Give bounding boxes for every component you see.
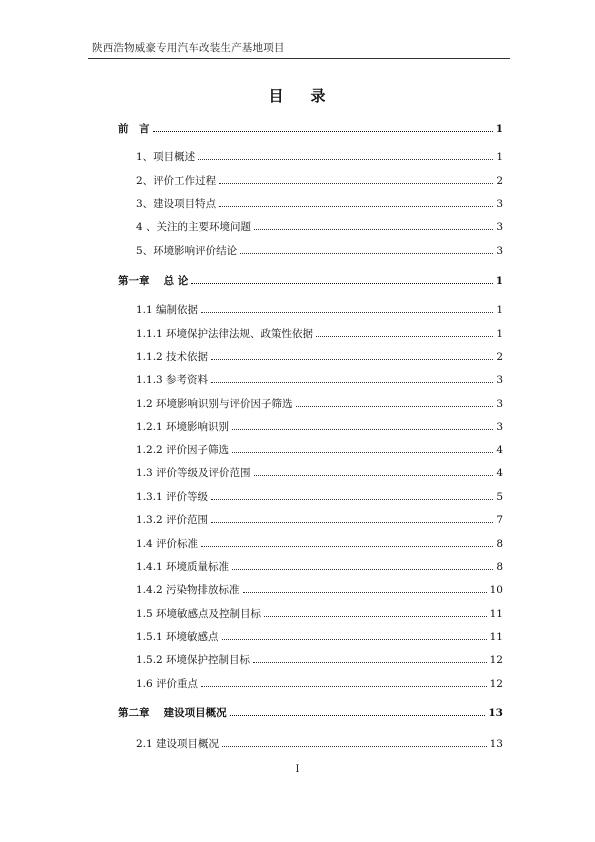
toc-entry-label: 1.1.2 技术依据 — [136, 351, 209, 363]
toc-entry-label: 前 言 — [118, 123, 150, 135]
toc-dot-leader — [232, 420, 493, 430]
toc-entry-label: 1.3.2 评价范围 — [136, 514, 209, 526]
toc-entry-label: 1.1.3 参考资料 — [136, 374, 209, 386]
toc-entry-page-number: 13 — [489, 738, 503, 750]
toc-entry-page-number: 4 — [496, 467, 503, 479]
toc-entry-label: 1、项目概述 — [136, 151, 196, 163]
toc-section-entry[interactable] — [136, 327, 503, 341]
toc-title-char-2: 录 — [310, 87, 327, 105]
toc-section-entry[interactable] — [136, 443, 503, 457]
toc-dot-leader — [201, 677, 487, 687]
toc-entry-page-number: 11 — [489, 608, 503, 620]
toc-entry-label: 1.3 评价等级及评价范围 — [136, 467, 251, 479]
toc-section-entry[interactable] — [136, 653, 503, 667]
toc-entry-page-number: 2 — [496, 175, 503, 187]
toc-entry-page-number: 4 — [496, 444, 503, 456]
toc-entry-page-number: 3 — [496, 198, 503, 210]
toc-dot-leader — [219, 197, 493, 207]
toc-section-entry[interactable] — [136, 537, 503, 551]
toc-section-entry[interactable] — [136, 737, 503, 751]
toc-entry-label: 1.2 环境影响识别与评价因子筛选 — [136, 398, 293, 410]
toc-section-entry[interactable] — [136, 150, 503, 164]
toc-dot-leader — [211, 373, 493, 383]
toc-entry-label: 1.6 评价重点 — [136, 678, 199, 690]
toc-entry-page-number: 12 — [489, 654, 503, 666]
toc-dot-leader — [264, 607, 487, 617]
toc-dot-leader — [201, 303, 493, 313]
toc-entry-label: 2、评价工作过程 — [136, 175, 217, 187]
toc-entry-label: 1.5 环境敏感点及控制目标 — [136, 608, 262, 620]
toc-entry-page-number: 2 — [496, 351, 503, 363]
toc-entry-label: 3、建设项目特点 — [136, 198, 217, 210]
toc-section-entry[interactable] — [136, 220, 503, 234]
toc-dot-leader — [254, 220, 493, 230]
toc-entry-page-number: 1 — [495, 123, 503, 135]
toc-entry-label: 第一章 总 论 — [118, 275, 189, 287]
toc-dot-leader — [211, 490, 493, 500]
toc-dot-leader — [253, 653, 487, 663]
toc-entry-page-number: 1 — [496, 304, 503, 316]
toc-section-entry[interactable] — [136, 677, 503, 691]
toc-entry-label: 1.4.2 污染物排放标准 — [136, 584, 240, 596]
toc-entry-page-number: 5 — [496, 491, 503, 503]
toc-section-entry[interactable] — [136, 583, 503, 597]
toc-entry-page-number: 13 — [488, 707, 503, 719]
toc-section-entry[interactable] — [136, 303, 503, 317]
toc-section-entry[interactable] — [136, 197, 503, 211]
toc-dot-leader — [222, 737, 487, 747]
toc-entry-label: 1.5.2 环境保护控制目标 — [136, 654, 251, 666]
toc-entry-label: 1.4.1 环境质量标准 — [136, 561, 230, 573]
toc-dot-leader — [254, 466, 494, 476]
toc-entry-page-number: 8 — [496, 561, 503, 573]
toc-dot-leader — [222, 630, 487, 640]
toc-entry-page-number: 1 — [496, 151, 503, 163]
toc-entry-page-number: 3 — [496, 421, 503, 433]
toc-entry-label: 1.5.1 环境敏感点 — [136, 631, 219, 643]
toc-section-entry[interactable] — [136, 607, 503, 621]
toc-entry-label: 1.1.1 环境保护法律法规、政策性依据 — [136, 328, 314, 340]
page-number: I — [295, 764, 300, 775]
toc-dot-leader — [153, 122, 493, 132]
toc-entry-page-number: 3 — [496, 374, 503, 386]
toc-section-entry[interactable] — [136, 490, 503, 504]
toc-entry-page-number: 11 — [489, 631, 503, 643]
toc-entry-page-number: 12 — [489, 678, 503, 690]
toc-title-char-1: 目 — [268, 87, 285, 105]
toc-section-entry[interactable] — [136, 513, 503, 527]
toc-section-entry[interactable] — [136, 466, 503, 480]
toc-section-entry[interactable] — [136, 373, 503, 387]
toc-chapter-entry[interactable] — [118, 706, 503, 720]
toc-chapter-entry[interactable] — [118, 274, 503, 288]
toc-section-entry[interactable] — [136, 244, 503, 258]
toc-entry-page-number: 10 — [489, 584, 503, 596]
toc-dot-leader — [211, 513, 493, 523]
toc-entry-page-number: 3 — [496, 245, 503, 257]
toc-dot-leader — [296, 397, 494, 407]
toc-dot-leader — [191, 274, 492, 284]
toc-dot-leader — [230, 706, 486, 716]
toc-title — [0, 85, 595, 106]
toc-entry-label: 1.4 评价标准 — [136, 538, 199, 550]
toc-entry-page-number: 1 — [496, 328, 503, 340]
toc-entry-label: 1.1 编制依据 — [136, 304, 199, 316]
toc-dot-leader — [232, 443, 493, 453]
toc-entry-label: 5、环境影响评价结论 — [136, 245, 238, 257]
running-header: 陕西浩物威豪专用汽车改装生产基地项目 — [92, 42, 285, 54]
toc-dot-leader — [198, 150, 493, 160]
toc-entry-label: 2.1 建设项目概况 — [136, 738, 220, 750]
toc-entry-page-number: 8 — [496, 538, 503, 550]
toc-chapter-entry[interactable] — [118, 122, 503, 136]
toc-section-entry[interactable] — [136, 397, 503, 411]
toc-entry-page-number: 1 — [495, 275, 503, 287]
toc-section-entry[interactable] — [136, 420, 503, 434]
toc-dot-leader — [219, 174, 493, 184]
toc-entry-label: 4 、关注的主要环境问题 — [136, 221, 252, 233]
toc-entry-label: 1.2.2 评价因子筛选 — [136, 444, 230, 456]
toc-dot-leader — [232, 560, 493, 570]
toc-dot-leader — [211, 350, 493, 360]
toc-entry-label: 第二章 建设项目概况 — [118, 707, 227, 719]
toc-dot-leader — [201, 537, 493, 547]
toc-dot-leader — [243, 583, 487, 593]
toc-section-entry[interactable] — [136, 630, 503, 644]
toc-entry-label: 1.3.1 评价等级 — [136, 491, 209, 503]
toc-entry-page-number: 3 — [496, 398, 503, 410]
toc-section-entry[interactable] — [136, 350, 503, 364]
header-rule — [88, 58, 510, 59]
toc-entry-page-number: 7 — [496, 514, 503, 526]
toc-section-entry[interactable] — [136, 174, 503, 188]
toc-dot-leader — [240, 244, 493, 254]
toc-entry-page-number: 3 — [496, 221, 503, 233]
toc-entry-label: 1.2.1 环境影响识别 — [136, 421, 230, 433]
toc-dot-leader — [316, 327, 493, 337]
toc-section-entry[interactable] — [136, 560, 503, 574]
